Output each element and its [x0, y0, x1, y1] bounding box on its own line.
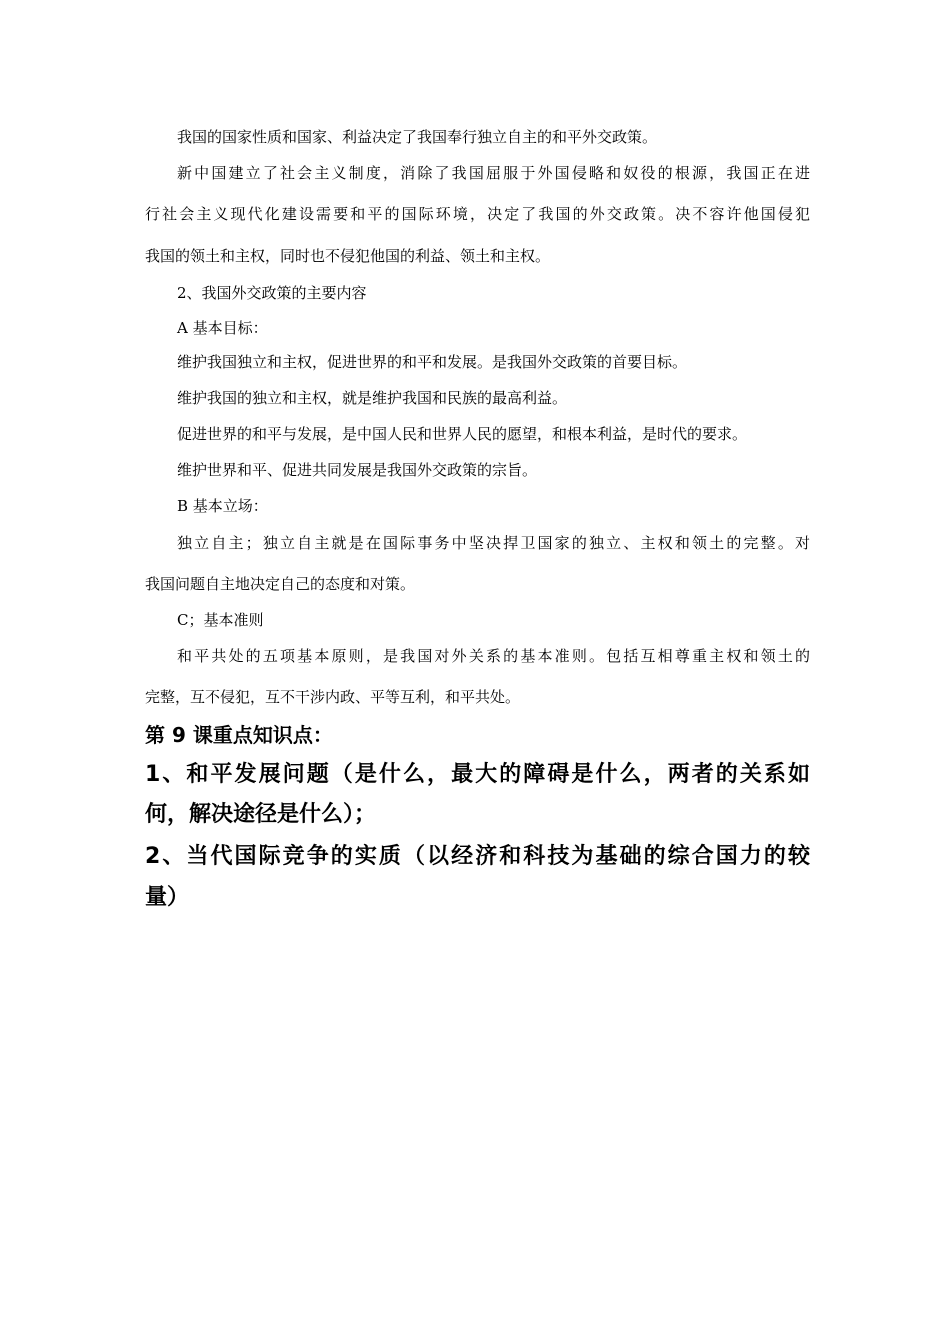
key-point-2-line-1: 2、当代国际竞争的实质（以经济和科技为基础的综合国力的较: [145, 844, 810, 869]
subsection-label: B 基本立场：: [177, 497, 268, 515]
key-point-2-line-2: 量）: [145, 885, 190, 910]
section-heading: 2、我国外交政策的主要内容: [177, 284, 367, 302]
paragraph-line: 促进世界的和平与发展，是中国人民和世界人民的愿望，和根本利益，是时代的要求。: [177, 425, 748, 443]
key-point-1-line-2: 何，解决途径是什么）；: [145, 802, 377, 827]
paragraph-line: 我国的国家性质和国家、利益决定了我国奉行独立自主的和平外交政策。: [177, 128, 658, 146]
paragraph-line: 和平共处的五项基本原则，是我国对外关系的基本准则。包括互相尊重主权和领土的: [177, 647, 810, 665]
paragraph-line: 完整，互不侵犯，互不干涉内政、平等互利，和平共处。: [145, 688, 521, 706]
paragraph-line: 维护我国的独立和主权，就是维护我国和民族的最高利益。: [177, 389, 568, 407]
paragraph-line: 维护世界和平、促进共同发展是我国外交政策的宗旨。: [177, 461, 538, 479]
paragraph-line: 我国问题自主地决定自己的态度和对策。: [145, 575, 416, 593]
paragraph-line: 独立自主；独立自主就是在国际事务中坚决捍卫国家的独立、主权和领土的完整。对: [177, 534, 810, 552]
paragraph-line: 维护我国独立和主权，促进世界的和平和发展。是我国外交政策的首要目标。: [177, 353, 688, 371]
paragraph-line: 行社会主义现代化建设需要和平的国际环境，决定了我国的外交政策。决不容许他国侵犯: [145, 205, 810, 223]
subsection-label: C；基本准则: [177, 611, 264, 629]
paragraph-line: 我国的领土和主权，同时也不侵犯他国的利益、领土和主权。: [145, 247, 551, 265]
subsection-label: A 基本目标：: [177, 319, 268, 337]
lesson-title: 第 9 课重点知识点：: [145, 723, 333, 747]
key-point-1-line-1: 1、和平发展问题（是什么，最大的障碍是什么，两者的关系如: [145, 762, 810, 787]
paragraph-line: 新中国建立了社会主义制度，消除了我国屈服于外国侵略和奴役的根源，我国正在进: [177, 164, 810, 182]
